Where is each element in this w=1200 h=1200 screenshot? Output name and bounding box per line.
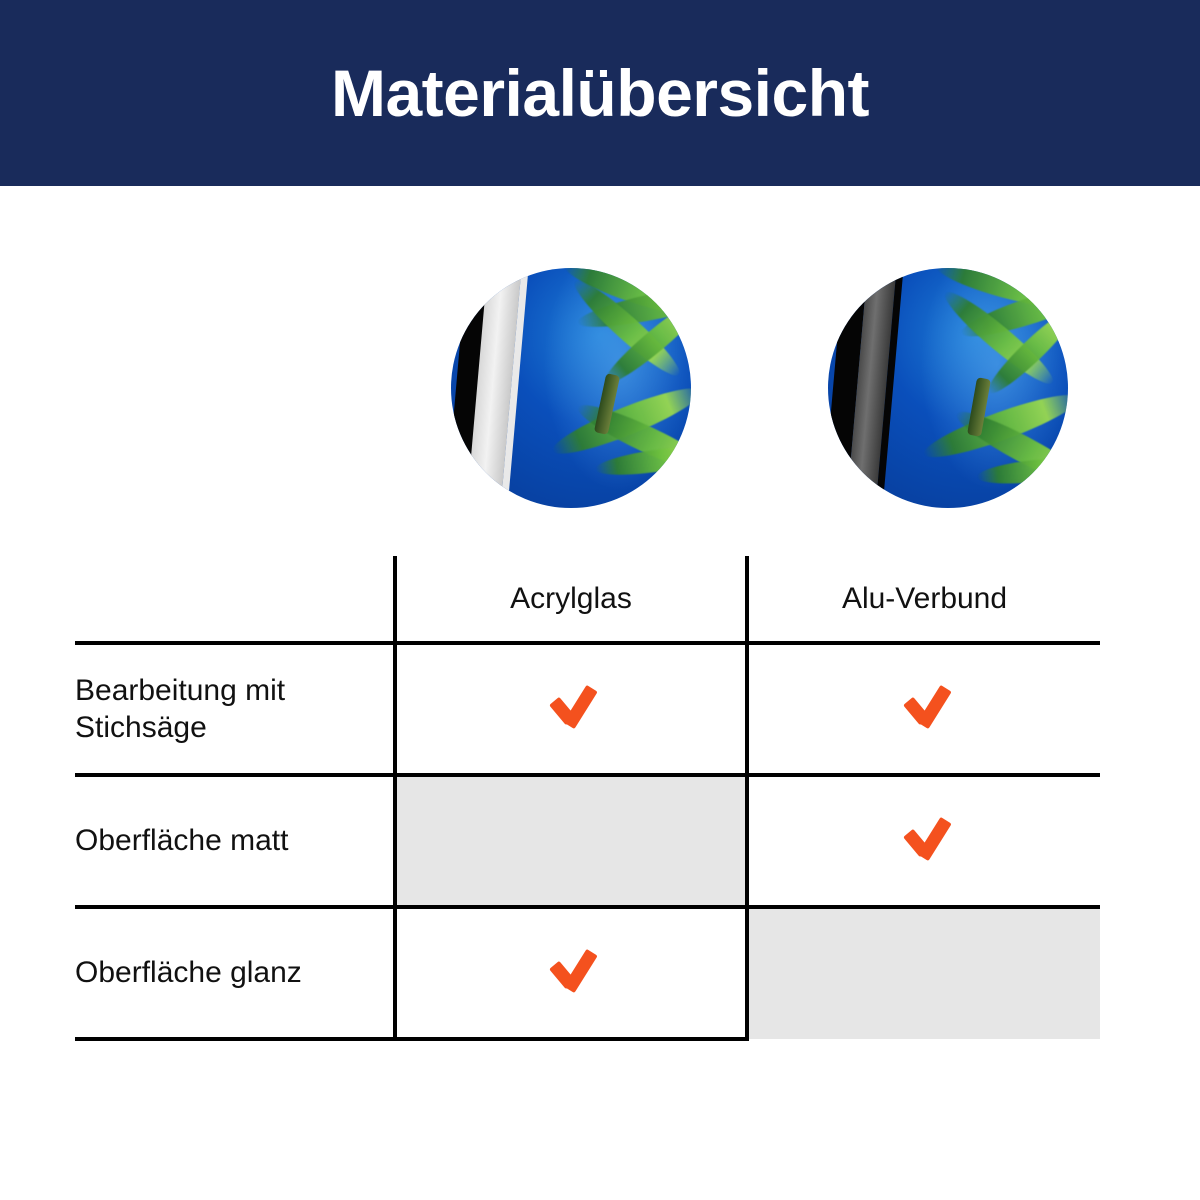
check-icon bbox=[902, 684, 948, 730]
table-row bbox=[75, 643, 1100, 775]
alu-verbund-sample-image bbox=[828, 268, 1068, 508]
table-header-alu-verbund: Alu-Verbund bbox=[747, 556, 1100, 643]
page-header bbox=[0, 0, 1200, 186]
row-label-oberflaeche-glanz: Oberfläche glanz bbox=[75, 907, 395, 1039]
cell-matt-acrylglas bbox=[395, 775, 747, 907]
table-row bbox=[75, 775, 1100, 907]
page-title: Materialübersicht bbox=[331, 56, 869, 130]
table-header-row bbox=[75, 556, 1100, 643]
material-comparison-table bbox=[75, 556, 1100, 1041]
check-icon bbox=[548, 684, 594, 730]
check-icon bbox=[548, 948, 594, 994]
palm-photo bbox=[451, 268, 691, 508]
check-icon bbox=[902, 816, 948, 862]
row-label-bearbeitung: Bearbeitung mit Stichsäge bbox=[75, 643, 395, 775]
material-thumbnails bbox=[0, 268, 1200, 508]
cell-bearbeitung-alu-verbund bbox=[747, 643, 1100, 775]
acrylglas-sample-image bbox=[451, 268, 691, 508]
cell-bearbeitung-acrylglas bbox=[395, 643, 747, 775]
table-header-empty bbox=[75, 556, 395, 643]
row-label-oberflaeche-matt: Oberfläche matt bbox=[75, 775, 395, 907]
page-content bbox=[0, 186, 1200, 1200]
cell-glanz-alu-verbund bbox=[747, 907, 1100, 1039]
table-row bbox=[75, 907, 1100, 1039]
palm-photo bbox=[828, 268, 1068, 508]
cell-matt-alu-verbund bbox=[747, 775, 1100, 907]
table-header-acrylglas: Acrylglas bbox=[395, 556, 747, 643]
cell-glanz-acrylglas bbox=[395, 907, 747, 1039]
